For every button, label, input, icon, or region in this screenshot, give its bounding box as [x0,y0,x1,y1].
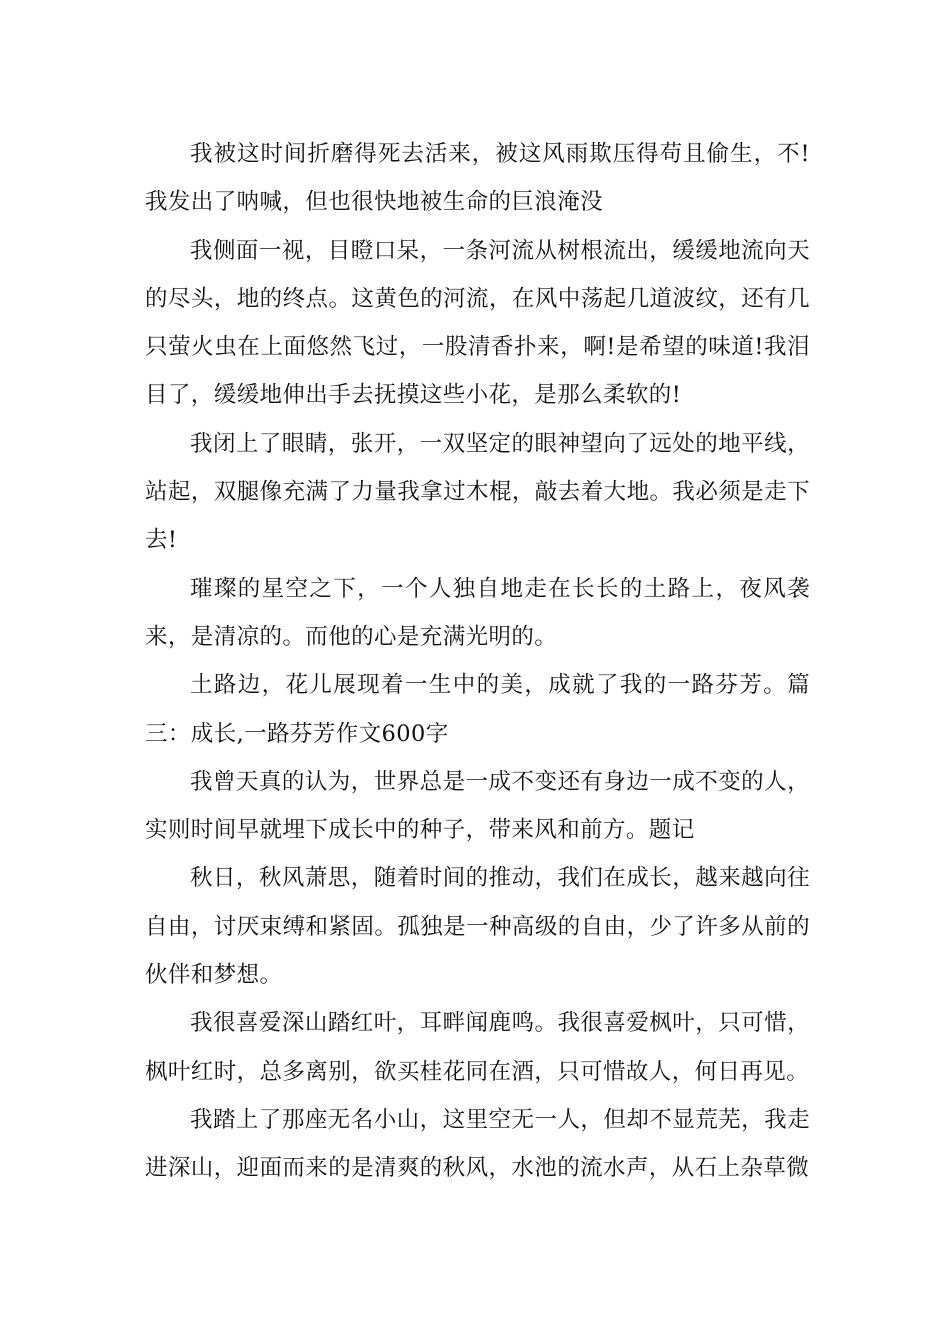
paragraph: 我闭上了眼睛，张开，一双坚定的眼神望向了远处的地平线，站起，双腿像充满了力量我拿过木棍，敲去着大地。我必须是走下去! [145,430,810,554]
paragraph: 我侧面一视，目瞪口呆，一条河流从树根流出，缓缓地流向天的尽头，地的终点。这黄色的河流，在风中荡起几道波纹，还有几只萤火虫在上面悠然飞过，一股清香扑来，啊!是希望的味道!我泪目了，缓缓地伸出手去抚摸这些小花，是那么柔软的! [145,237,810,409]
paragraph: 璀璨的星空之下，一个人独自地走在长长的土路上，夜风袭来，是清凉的。而他的心是充满光明的。 [145,575,810,650]
paragraph: 秋日，秋风萧思，随着时间的推动，我们在成长，越来越向往自由，讨厌束缚和紧固。孤独是一种高级的自由，少了许多从前的伙伴和梦想。 [145,865,810,989]
paragraph: 土路边，花儿展现着一生中的美，成就了我的一路芬芳。篇三：成长,一路芬芳作文600字 [145,672,810,747]
paragraph: 我被这时间折磨得死去活来，被这风雨欺压得苟且偷生，不!我发出了呐喊，但也很快地被生命的巨浪淹没 [145,141,810,216]
paragraph: 我曾天真的认为，世界总是一成不变还有身边一成不变的人，实则时间早就埋下成长中的种子，带来风和前方。题记 [145,768,810,844]
paragraph: 我很喜爱深山踏红叶，耳畔闻鹿鸣。我很喜爱枫叶，只可惜，枫叶红时，总多离别，欲买桂花同在酒，只可惜故人，何日再见。 [145,1010,810,1085]
paragraph: 我踏上了那座无名小山，这里空无一人，但却不显荒芜，我走进深山，迎面而来的是清爽的秋风，水池的流水声，从石上杂草微 [145,1106,810,1182]
document-body [145,130,810,1193]
